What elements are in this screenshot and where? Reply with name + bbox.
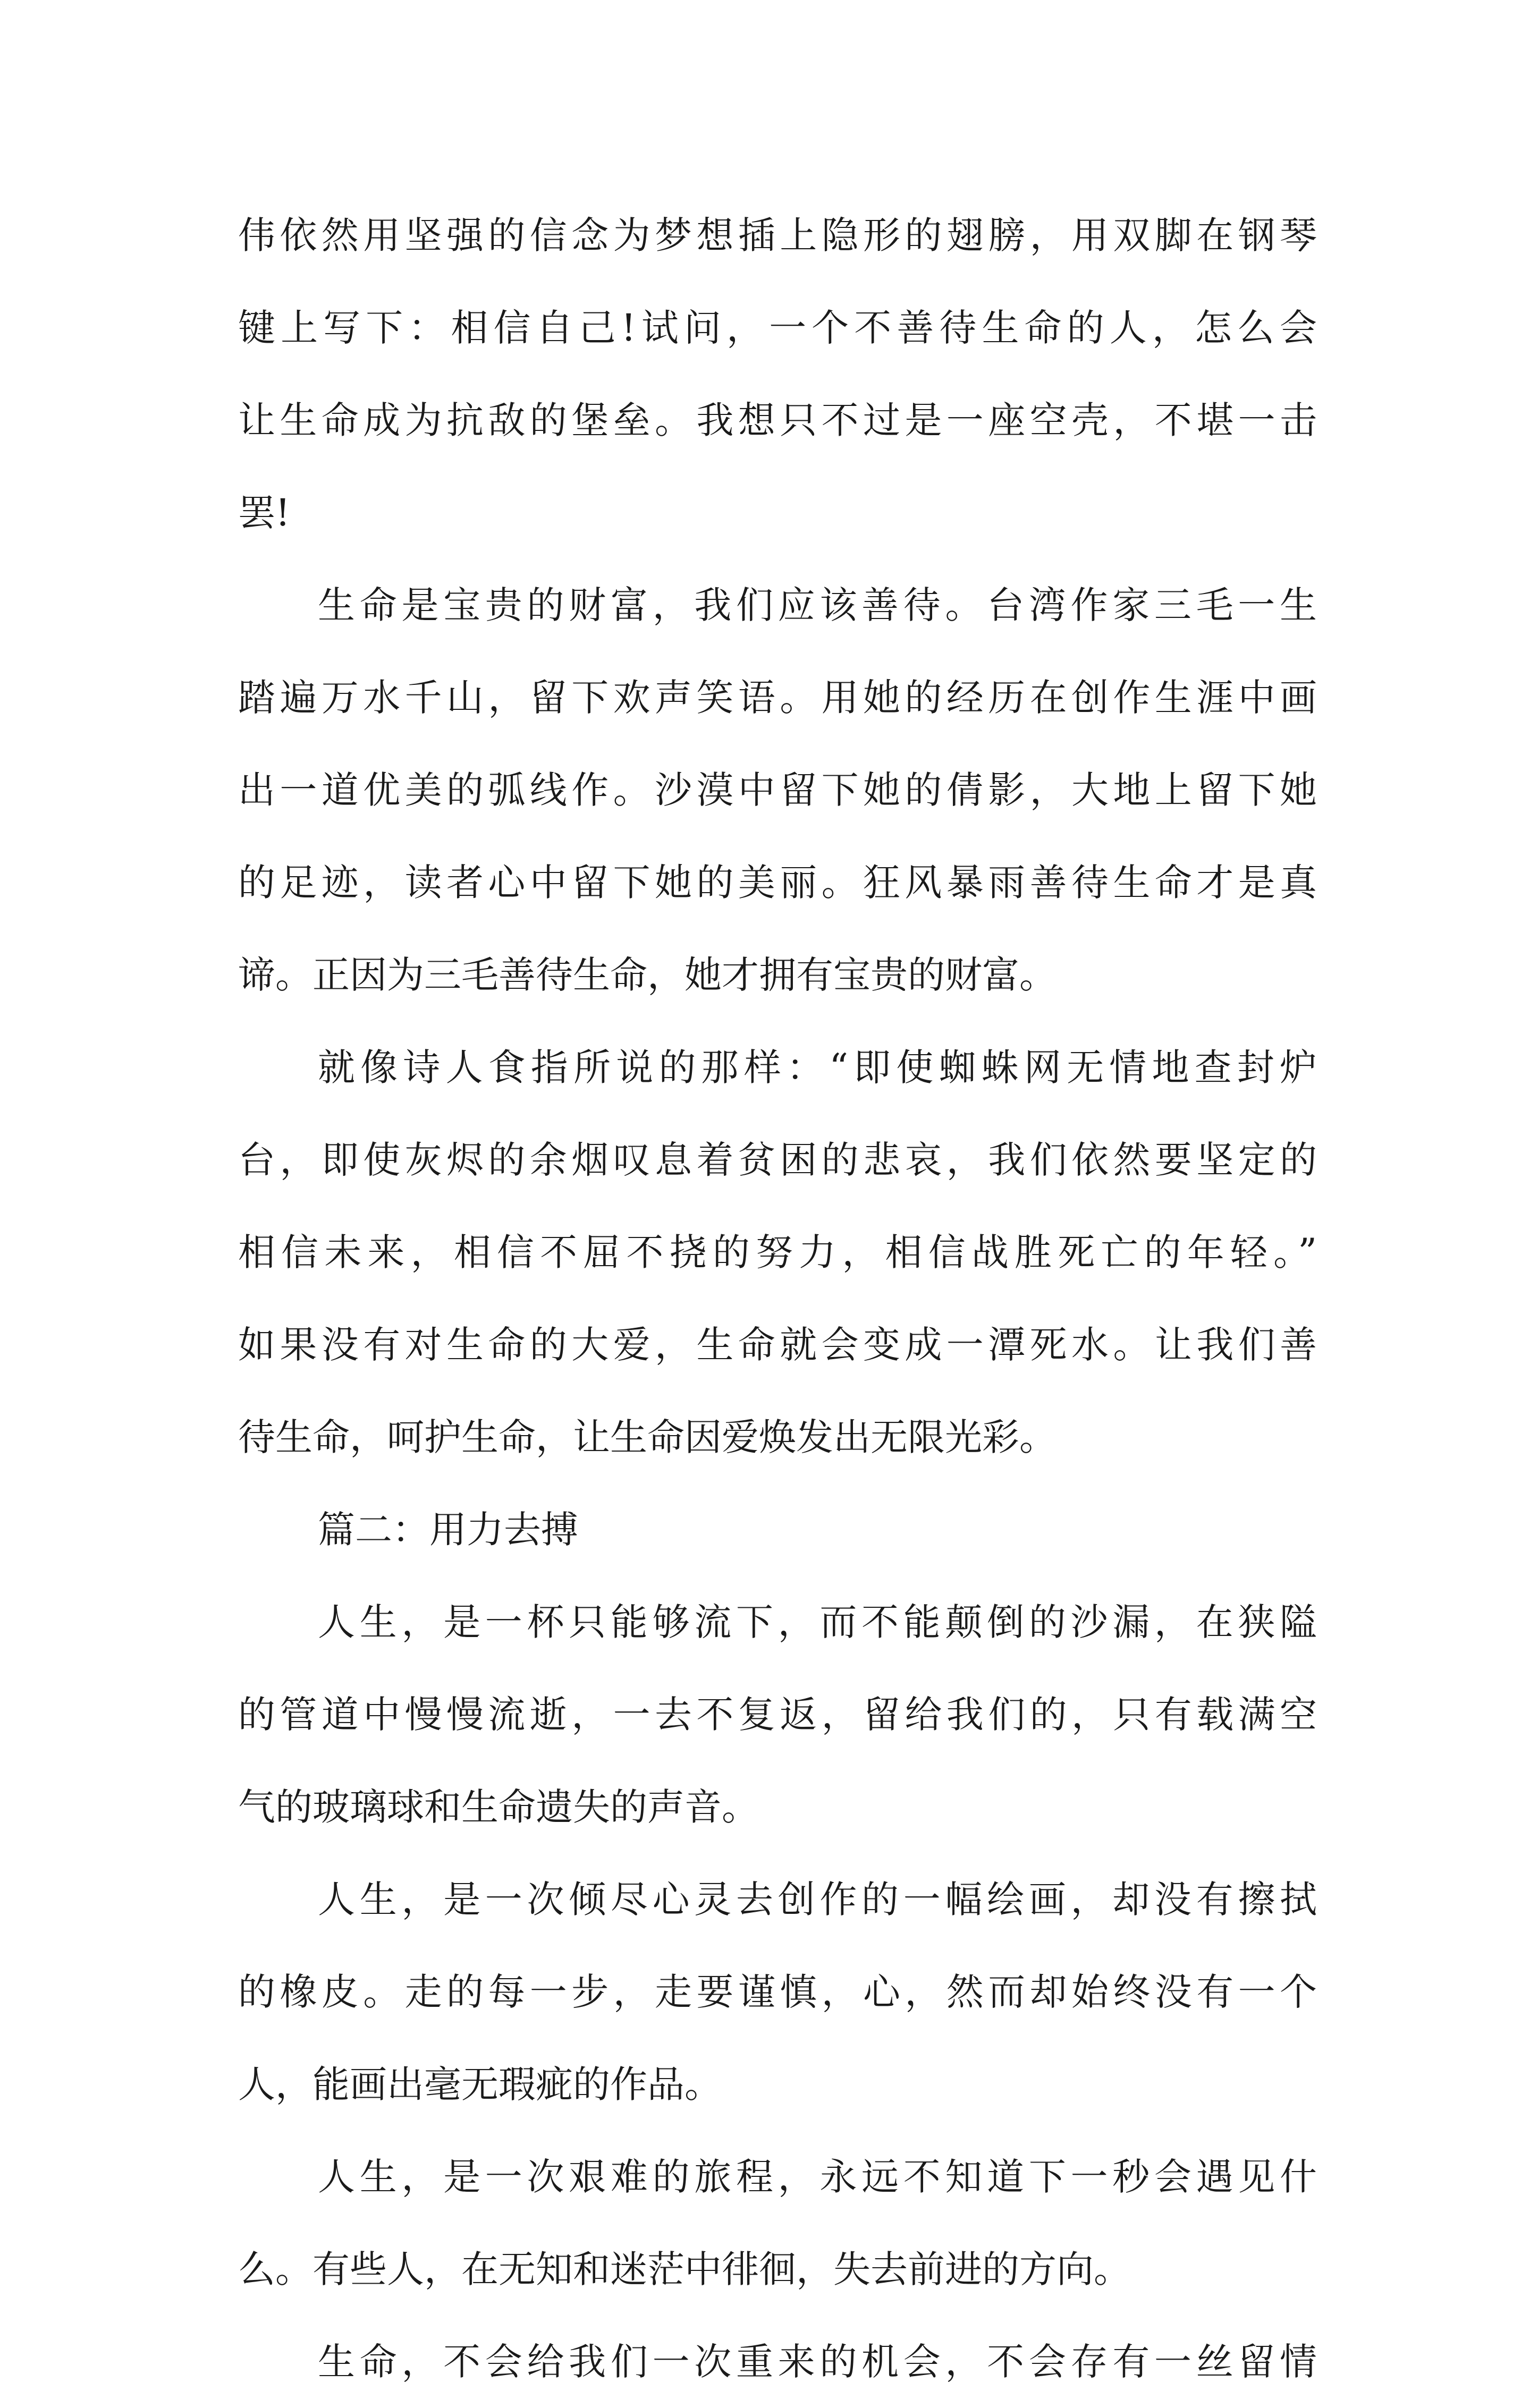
text-line: 气的玻璃球和生命遗失的声音。 bbox=[238, 1785, 759, 1829]
text-line: 人生，是一次艰难的旅程，永远不知道下一秒会遇见什 bbox=[318, 2155, 1317, 2199]
text-line: 人生，是一杯只能够流下，而不能颠倒的沙漏，在狭隘 bbox=[318, 1600, 1317, 1644]
text-line: 的管道中慢慢流逝，一去不复返，留给我们的，只有载满空 bbox=[238, 1693, 1317, 1736]
text-line: 相信未来，相信不屈不挠的努力，相信战胜死亡的年轻。” bbox=[238, 1231, 1317, 1274]
text-line: 生命是宝贵的财富，我们应该善待。台湾作家三毛一生 bbox=[318, 583, 1317, 627]
text-line: 待生命，呵护生命，让生命因爱焕发出无限光彩。 bbox=[238, 1415, 1057, 1459]
text-line: 就像诗人食指所说的那样：“即使蜘蛛网无情地查封炉 bbox=[318, 1046, 1317, 1089]
text-line: 篇二：用力去搏 bbox=[318, 1508, 578, 1551]
text-line: 的足迹，读者心中留下她的美丽。狂风暴雨善待生命才是真 bbox=[238, 861, 1317, 904]
text-line: 的橡皮。走的每一步，走要谨慎，心，然而却始终没有一个 bbox=[238, 1970, 1317, 2014]
text-line: 罢! bbox=[238, 491, 291, 535]
text-line: 如果没有对生命的大爱，生命就会变成一潭死水。让我们善 bbox=[238, 1323, 1317, 1367]
text-line: 台，即使灰烬的余烟叹息着贫困的悲哀，我们依然要坚定的 bbox=[238, 1138, 1317, 1182]
text-line: 键上写下：相信自己!试问，一个不善待生命的人，怎么会 bbox=[238, 306, 1317, 350]
body-text bbox=[238, 189, 1317, 2408]
text-line: 人，能画出毫无瑕疵的作品。 bbox=[238, 2063, 722, 2106]
text-line: 出一道优美的弧线作。沙漠中留下她的倩影，大地上留下她 bbox=[238, 768, 1317, 812]
text-line: 人生，是一次倾尽心灵去创作的一幅绘画，却没有擦拭 bbox=[318, 1878, 1317, 1921]
text-line: 谛。正因为三毛善待生命，她才拥有宝贵的财富。 bbox=[238, 953, 1057, 997]
text-line: 伟依然用坚强的信念为梦想插上隐形的翅膀，用双脚在钢琴 bbox=[238, 214, 1317, 257]
text-line: 么。有些人，在无知和迷茫中徘徊，失去前进的方向。 bbox=[238, 2248, 1131, 2291]
text-line: 让生命成为抗敌的堡垒。我想只不过是一座空壳，不堪一击 bbox=[238, 398, 1317, 442]
text-line: 生命，不会给我们一次重来的机会，不会存有一丝留情 bbox=[318, 2340, 1317, 2384]
text-line: 踏遍万水千山，留下欢声笑语。用她的经历在创作生涯中画 bbox=[238, 676, 1317, 719]
